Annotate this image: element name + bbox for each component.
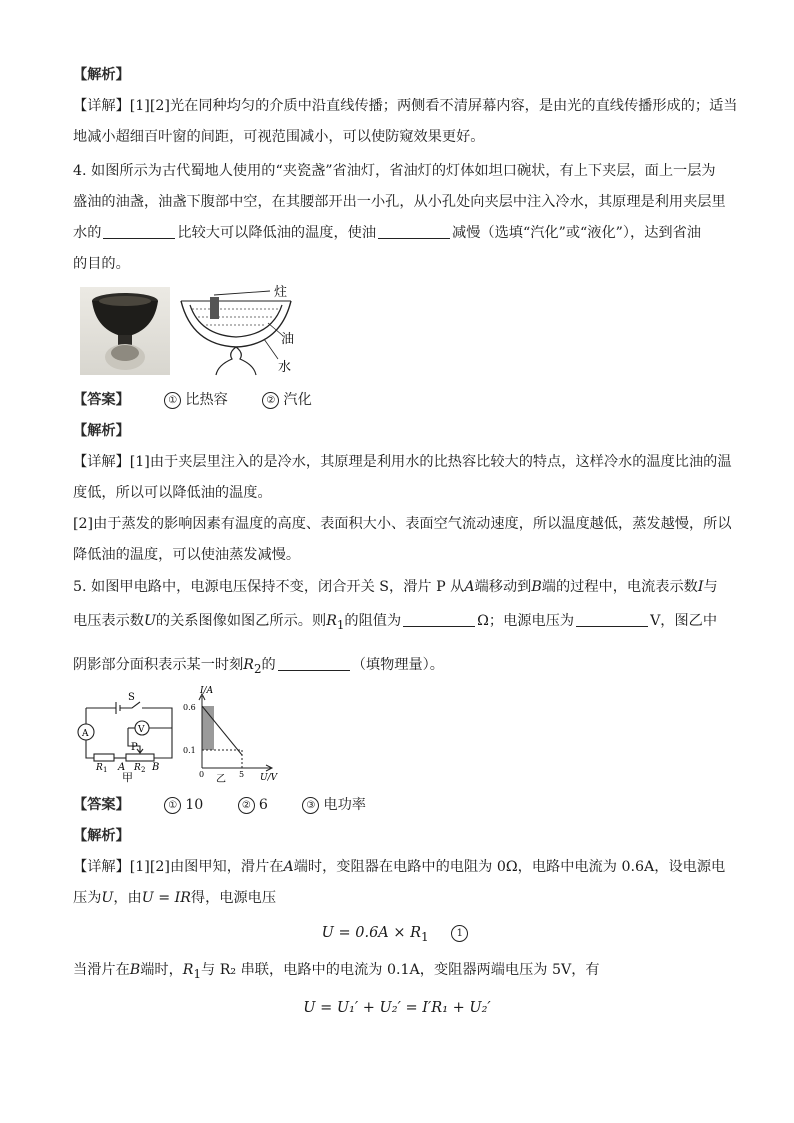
answer-blank[interactable] bbox=[103, 224, 175, 239]
question-line: 4. 如图所示为古代蜀地人使用的“夹瓷盏”省油灯，省油灯的灯体如坦口碗状，有上下夹层，面上一层为 bbox=[73, 163, 716, 179]
svg-text:1: 1 bbox=[103, 766, 108, 774]
svg-text:0: 0 bbox=[199, 770, 205, 779]
equation-2: U = U₁′ + U₂′ = I′R₁ + U₂′ bbox=[303, 1000, 491, 1016]
lamp-photo bbox=[80, 287, 170, 375]
question-line: 电压表示数U的关系图像如图乙所示。则$R_1$的阻值为 Ω；电源电压为 V，图乙中 bbox=[73, 613, 718, 632]
question-line: 5. 如图甲电路中，电源电压保持不变，闭合开关 S，滑片 P 从A端移动到B端的过程中，电流表示数I与 bbox=[73, 579, 718, 595]
answer-blank[interactable] bbox=[403, 612, 475, 627]
analysis-tag: 【解析】 bbox=[73, 67, 130, 83]
detail-line: 度低，所以可以降低油的温度。 bbox=[73, 485, 272, 501]
question-line: 的目的。 bbox=[73, 256, 130, 272]
svg-text:R: R bbox=[96, 763, 103, 773]
detail-line: 当滑片在B端时，$R_1$与 R₂ 串联，电路中的电流为 0.1A，变阻器两端电压为 5V，有 bbox=[73, 962, 600, 981]
prev-solution bbox=[73, 60, 738, 153]
svg-text:2: 2 bbox=[141, 766, 146, 774]
detail-line: 【详解】[1][2]由图甲知，滑片在A端时，变阻器在电路中的电阻为 0Ω，电路中电流为 0.6A，设电源电 bbox=[73, 859, 726, 875]
svg-text:B: B bbox=[152, 762, 160, 773]
question-line: 阴影部分面积表示某一时刻$R_2$的 （填物理量）。 bbox=[73, 656, 444, 676]
svg-text:A: A bbox=[118, 762, 126, 773]
analysis-tag: 【解析】 bbox=[73, 828, 130, 844]
detail-line: 【详解】[1]由于夹层里注入的是冷水，其原理是利用水的比热容比较大的特点，这样冷水的温度比油的温 bbox=[73, 454, 732, 470]
answer-line: 【答案】 ① 10 ② 6 ③ 电功率 bbox=[73, 797, 366, 813]
answer-blank[interactable] bbox=[576, 612, 648, 627]
wick-label: 炷 bbox=[274, 285, 288, 300]
svg-text:5: 5 bbox=[239, 770, 245, 779]
svg-text:0.1: 0.1 bbox=[183, 746, 196, 755]
detail-line: 地减小超细百叶窗的间距，可视范围减小，可以使防窥效果更好。 bbox=[73, 129, 485, 145]
circuit-diagram bbox=[76, 690, 186, 786]
iu-graph bbox=[183, 686, 278, 786]
svg-text:V: V bbox=[138, 725, 145, 735]
question-line: 盛油的油盏，油盏下腹部中空，在其腰部开出一小孔，从小孔处向夹层中注入冷水，其原理是利用夹层里 bbox=[73, 194, 726, 210]
answer-blank[interactable] bbox=[278, 656, 350, 671]
svg-text:R: R bbox=[134, 763, 141, 773]
svg-text:A: A bbox=[82, 729, 89, 739]
svg-text:S: S bbox=[128, 692, 135, 703]
svg-text:乙: 乙 bbox=[216, 774, 226, 785]
svg-text:P: P bbox=[131, 742, 138, 753]
q5-detail-cont bbox=[73, 955, 728, 990]
water-label: 水 bbox=[278, 360, 292, 375]
question-line: 水的 比较大可以降低油的温度，使油 减慢（选填“汽化”或“液化”），达到省油 bbox=[73, 225, 701, 241]
svg-text:U/V: U/V bbox=[260, 773, 278, 783]
svg-text:I/A: I/A bbox=[200, 686, 214, 696]
answer-blank[interactable] bbox=[378, 224, 450, 239]
question-4 bbox=[73, 156, 728, 280]
lamp-diagram bbox=[178, 283, 298, 382]
q5-answer-solution bbox=[73, 790, 728, 914]
answer-line: 【答案】 ① 比热容 ② 汽化 bbox=[73, 392, 312, 408]
detail-line: 【详解】[1][2]光在同种均匀的介质中沿直线传播；两侧看不清屏幕内容，是由光的直线传播形成的；适当 bbox=[73, 98, 738, 114]
question-5 bbox=[73, 572, 728, 685]
detail-line: 降低油的温度，可以使油蒸发减慢。 bbox=[73, 547, 301, 563]
detail-line: 压为U，由U = IR得，电源电压 bbox=[73, 890, 277, 906]
detail-line: [2]由于蒸发的影响因素有温度的高度、表面积大小、表面空气流动速度，所以温度越低，蒸发越慢，所以 bbox=[73, 516, 732, 532]
svg-text:甲: 甲 bbox=[122, 771, 133, 784]
svg-text:0.6: 0.6 bbox=[183, 703, 196, 712]
q4-answer-solution bbox=[73, 385, 732, 571]
equation-1: $U = 0.6A \times R_1$ 1 bbox=[0, 925, 794, 944]
analysis-tag: 【解析】 bbox=[73, 423, 130, 439]
oil-label: 油 bbox=[281, 332, 295, 347]
